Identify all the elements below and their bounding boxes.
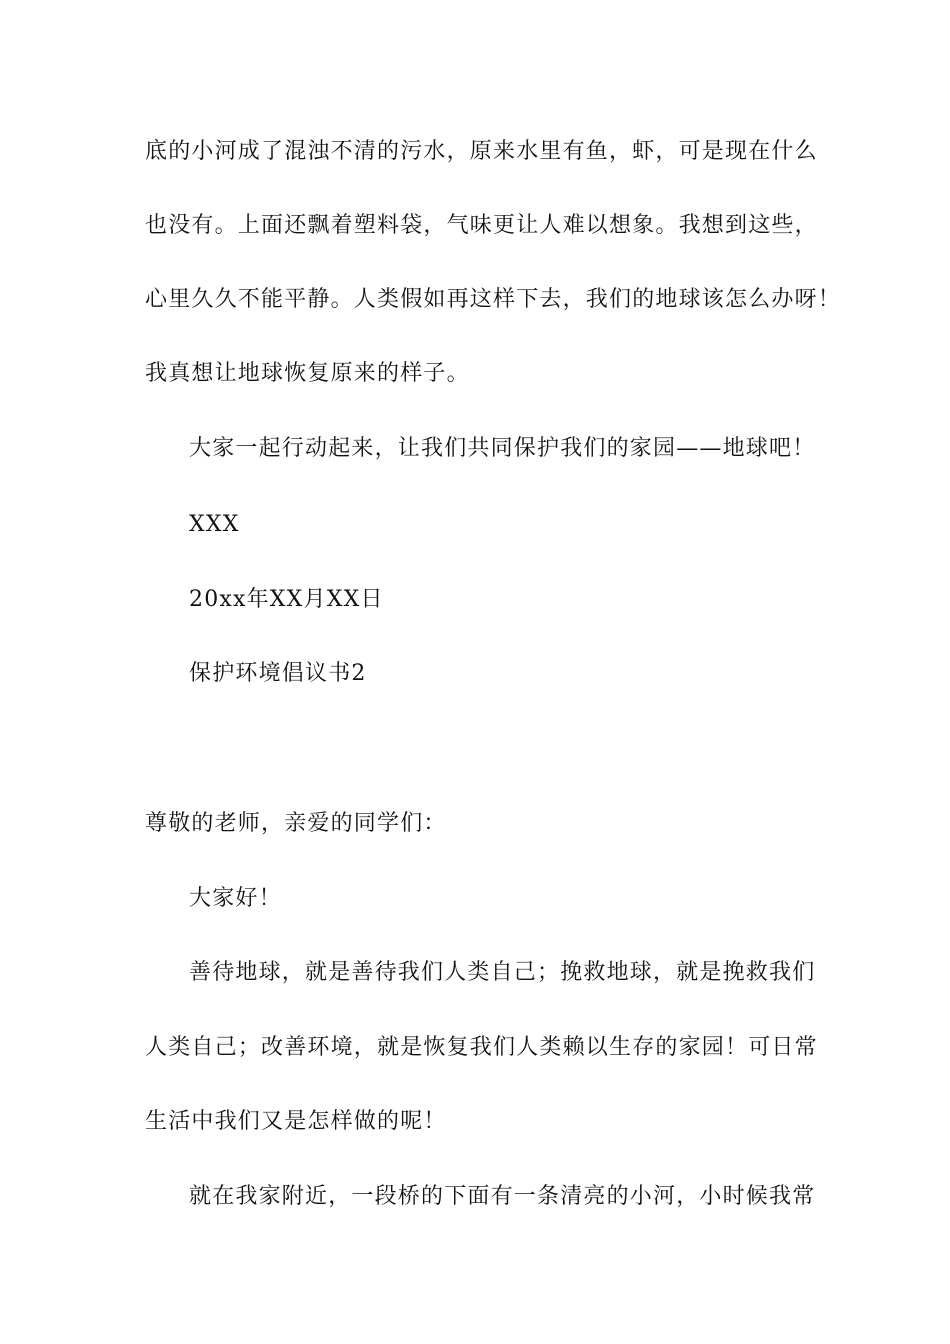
salutation: 尊敬的老师，亲爱的同学们：	[145, 811, 447, 836]
paragraph-line: 人类自己；改善环境，就是恢复我们人类赖以生存的家园！可日常	[145, 1035, 818, 1060]
signature-date: 20xx年XX月XX日	[189, 587, 384, 612]
paragraph-line: 底的小河成了混浊不清的污水，原来水里有鱼，虾，可是现在什么	[145, 139, 818, 164]
paragraph-line: 善待地球，就是善待我们人类自己；挽救地球，就是挽救我们	[189, 960, 816, 985]
paragraph-line: 生活中我们又是怎样做的呢！	[145, 1109, 447, 1134]
paragraph-line: 我真想让地球恢复原来的样子。	[145, 361, 470, 386]
section-title: 保护环境倡议书2	[189, 661, 367, 686]
paragraph-line: 大家一起行动起来，让我们共同保护我们的家园——地球吧！	[189, 436, 816, 461]
signature-name: XXX	[189, 512, 240, 537]
paragraph-line: 就在我家附近，一段桥的下面有一条清亮的小河，小时候我常	[189, 1184, 816, 1209]
paragraph-line: 心里久久不能平静。人类假如再这样下去，我们的地球该怎么办呀！	[145, 287, 842, 312]
greeting: 大家好！	[189, 886, 282, 911]
paragraph-line: 也没有。上面还飘着塑料袋，气味更让人难以想象。我想到这些，	[145, 213, 818, 238]
